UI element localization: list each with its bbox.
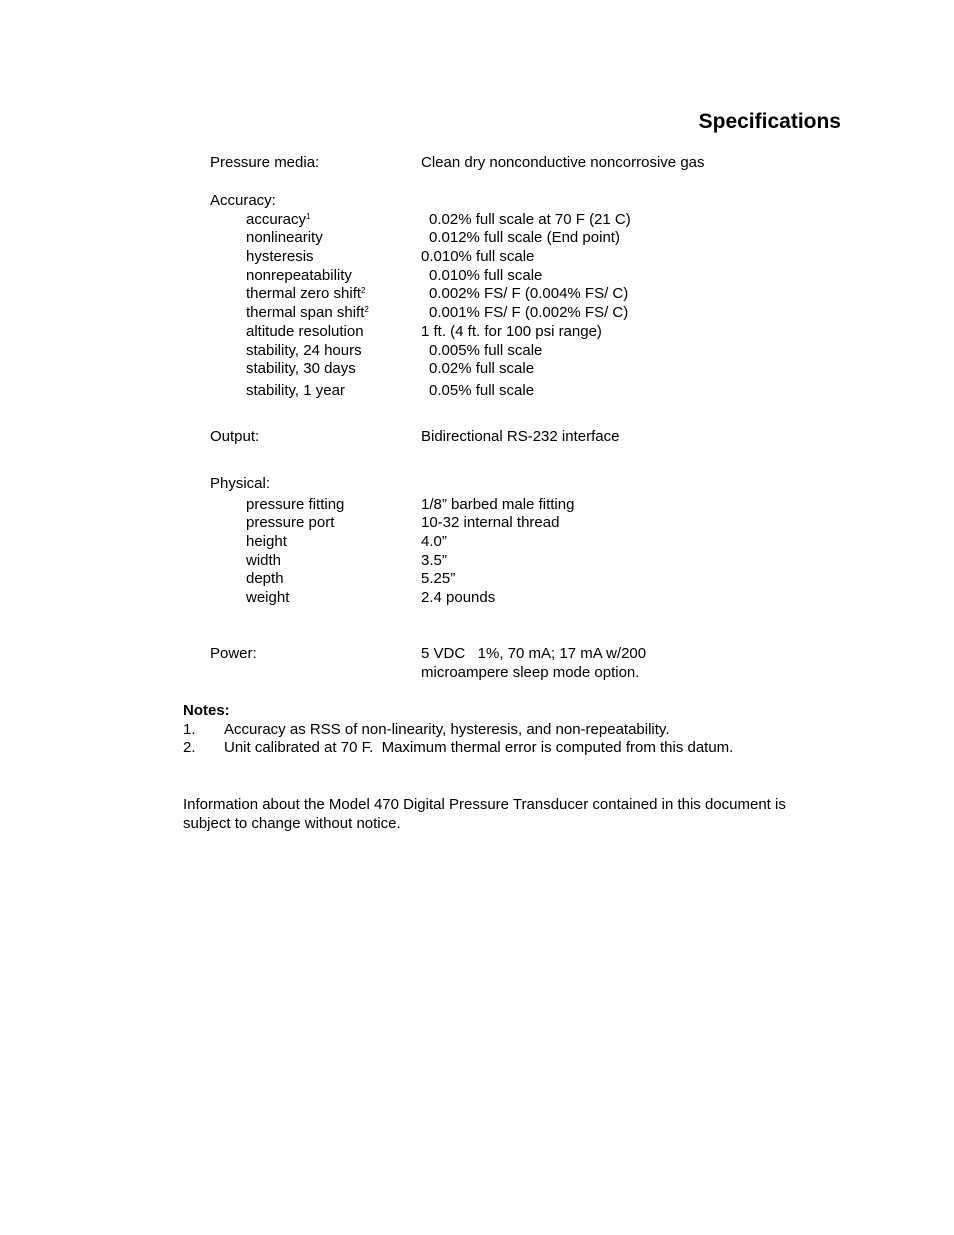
spec-value: 0.012% full scale (End point) <box>429 229 620 247</box>
spec-row <box>210 211 830 230</box>
spec-sublabel: thermal zero shift$^2$ <box>246 285 366 303</box>
footnote-marker: 2 <box>361 286 366 296</box>
spec-row <box>210 428 830 447</box>
notes-section <box>183 702 833 758</box>
pressure-media-section <box>210 154 830 173</box>
page-title: Specifications <box>698 110 841 133</box>
output-section <box>210 428 830 447</box>
spec-sublabel: stability, 24 hours <box>246 341 362 359</box>
spec-label: Output: <box>210 428 260 445</box>
spec-value: 0.002% FS/ F (0.004% FS/ C) <box>429 285 629 303</box>
section-heading <box>210 475 830 494</box>
spec-sublabel: thermal span shift$^2$ <box>246 304 369 322</box>
spec-value: 0.02% full scale at 70 F (21 C) <box>429 210 631 228</box>
spec-row <box>210 382 830 401</box>
spec-value: 1/8” barbed male fitting <box>421 495 575 513</box>
spec-sublabel: pressure fitting <box>246 495 345 513</box>
spec-sublabel: nonlinearity <box>246 229 323 247</box>
spec-row <box>210 496 830 515</box>
spec-sublabel: depth <box>246 570 284 588</box>
spec-label: Pressure media: <box>210 154 320 171</box>
spec-label: Physical: <box>210 475 271 492</box>
spec-value-continued: microampere sleep mode option. <box>421 663 640 681</box>
spec-row <box>210 342 830 361</box>
spec-row <box>210 645 830 664</box>
spec-sublabel: hysteresis <box>246 248 314 266</box>
spec-sublabel: altitude resolution <box>246 322 364 340</box>
notes-heading: Notes: <box>183 702 230 719</box>
disclaimer-paragraph: Information about the Model 470 Digital Pressure Transducer contained in this document is subject to change without notice. <box>183 796 786 832</box>
spec-sublabel: height <box>246 533 287 551</box>
spec-row <box>210 267 830 286</box>
note-number: 1. <box>183 720 196 738</box>
note-item <box>183 721 833 740</box>
note-text: Accuracy as RSS of non-linearity, hysteresis, and non-repeatability. <box>224 720 670 738</box>
footnote-marker: 1 <box>306 211 311 221</box>
spec-value: 5 VDC 1%, 70 mA; 17 mA w/200 <box>421 645 647 662</box>
note-number: 2. <box>183 739 196 757</box>
note-item <box>183 739 833 758</box>
spec-row <box>210 533 830 552</box>
spec-sublabel: weight <box>246 589 290 607</box>
footnote-marker: 2 <box>364 305 369 315</box>
spec-row <box>210 664 830 683</box>
note-text: Unit calibrated at 70 F. Maximum thermal error is computed from this datum. <box>224 739 734 757</box>
spec-value: 10-32 internal thread <box>421 514 560 532</box>
spec-row <box>210 514 830 533</box>
spec-row <box>210 552 830 571</box>
spec-value: 1 ft. (4 ft. for 100 psi range) <box>421 322 602 340</box>
spec-row <box>210 323 830 342</box>
spec-value: 4.0” <box>421 533 447 551</box>
spec-sublabel: pressure port <box>246 514 335 532</box>
spec-sublabel: stability, 30 days <box>246 360 356 378</box>
accuracy-section <box>210 192 830 401</box>
spec-row <box>210 248 830 267</box>
spec-row <box>210 304 830 323</box>
spec-sublabel: stability, 1 year <box>246 381 345 399</box>
spec-value: 0.05% full scale <box>429 381 535 399</box>
physical-section <box>210 475 830 608</box>
spec-label: Power: <box>210 645 257 662</box>
spec-row <box>210 154 830 173</box>
spec-row <box>210 360 830 379</box>
spec-value: 5.25” <box>421 570 456 588</box>
spec-row <box>210 285 830 304</box>
spec-sublabel: width <box>246 551 282 569</box>
power-section <box>210 645 830 682</box>
spec-value: Bidirectional RS-232 interface <box>421 428 620 445</box>
spec-value: 2.4 pounds <box>421 589 496 607</box>
spec-row <box>210 589 830 608</box>
spec-label: Accuracy: <box>210 192 276 209</box>
spec-row <box>210 570 830 589</box>
spec-sublabel: nonrepeatability <box>246 266 352 284</box>
section-heading <box>210 192 830 211</box>
spec-value: 3.5” <box>421 551 447 569</box>
spec-value: 0.005% full scale <box>429 341 543 359</box>
spec-value: 0.001% FS/ F (0.002% FS/ C) <box>429 304 629 322</box>
spec-row <box>210 229 830 248</box>
spec-sublabel: accuracy$^1$ <box>246 210 311 228</box>
spec-value: Clean dry nonconductive noncorrosive gas <box>421 154 705 171</box>
spec-value: 0.010% full scale <box>421 248 535 266</box>
spec-value: 0.010% full scale <box>429 266 543 284</box>
spec-value: 0.02% full scale <box>429 360 535 378</box>
